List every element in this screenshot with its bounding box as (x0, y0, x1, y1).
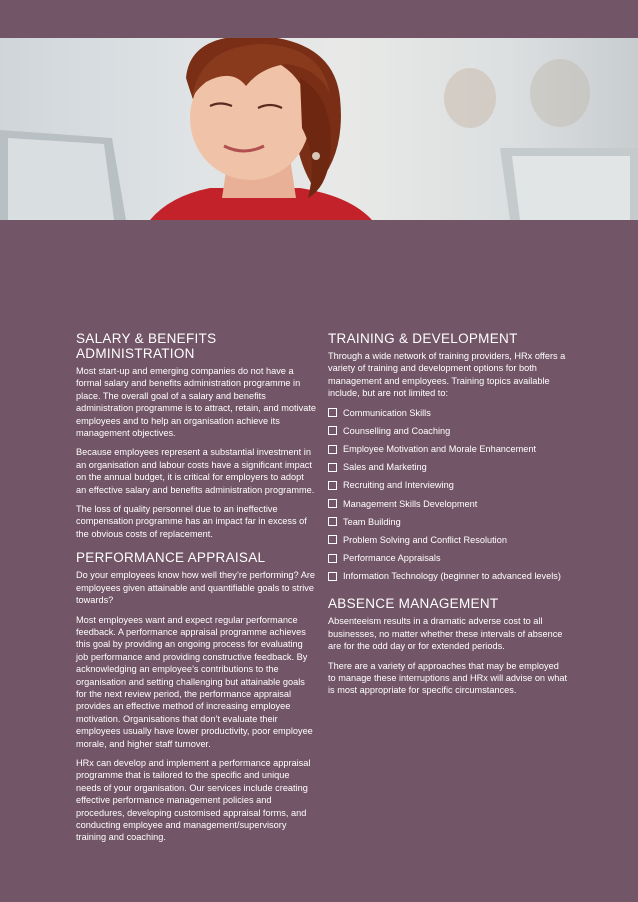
list-item (328, 443, 568, 455)
list-item (328, 407, 568, 419)
list-item-label: Performance Appraisals (343, 553, 441, 564)
woman-smiling-office-photo (0, 38, 638, 220)
checkbox-bullet-icon (328, 408, 337, 417)
right-column (328, 331, 568, 704)
performance-heading: PERFORMANCE APPRAISAL (76, 550, 266, 566)
list-item-label: Employee Motivation and Morale Enhancement (343, 444, 537, 454)
checkbox-bullet-icon (328, 481, 337, 490)
salary-paragraph: The loss of quality personnel due to an ineffective compensation programme has an impact far in excess of the obvious costs of replacement. (76, 504, 307, 539)
list-item-label: Recruiting and Interviewing (343, 480, 454, 491)
list-item-label: Sales and Marketing (343, 462, 427, 473)
list-item-label: Management Skills Development (343, 498, 478, 509)
checkbox-bullet-icon (328, 463, 337, 472)
list-item-label: Communication Skills (343, 407, 431, 418)
list-item (328, 534, 568, 546)
list-item (328, 479, 568, 491)
performance-paragraph: Do your employees know how well they’re performing? Are employees given attainable and quantifiable goals to strive towards? (76, 570, 315, 606)
performance-section (76, 550, 316, 844)
checkbox-bullet-icon (328, 554, 337, 563)
absence-paragraph: Absenteeism results in a dramatic adverse cost to all businesses, no matter whether these intervals of absence are for the odd day or for extended periods. (328, 616, 563, 652)
list-item (328, 498, 568, 510)
list-item (328, 461, 568, 473)
absence-paragraph: There are a variety of approaches that may be employed to manage these interruptions and HRx will advise on what is most appropriate for specific circumstances. (328, 660, 568, 696)
salary-paragraph: Because employees represent a substantial investment in an organisation and labour costs have a significant impact on the annual budget, it is critical for employers to adopt an effective salary and benefits administration programme. (76, 447, 315, 495)
list-item (328, 516, 568, 528)
list-item (328, 570, 568, 582)
salary-section (76, 331, 316, 540)
list-item (328, 552, 568, 564)
hero-photo (0, 38, 638, 220)
list-item-label: Information Technology (beginner to advanced levels) (343, 571, 561, 582)
absence-heading: ABSENCE MANAGEMENT (328, 596, 499, 612)
list-item (328, 425, 568, 437)
training-section (328, 331, 568, 582)
training-heading: TRAINING & DEVELOPMENT (328, 331, 518, 346)
checkbox-bullet-icon (328, 535, 337, 544)
checkbox-bullet-icon (328, 572, 337, 581)
checkbox-bullet-icon (328, 445, 337, 454)
list-item-label: Counselling and Coaching (343, 425, 451, 436)
checkbox-bullet-icon (328, 499, 337, 508)
salary-heading: SALARY & BENEFITS ADMINISTRATION (76, 331, 217, 361)
performance-paragraph: HRx can develop and implement a performance appraisal programme that is tailored to the specific and unique needs of your organisation. Our services include creating effective performance management policies and procedures, developing customised appraisal forms, and conducting employee and management/supervisory training and coaching. (76, 757, 311, 843)
list-item-label: Problem Solving and Conflict Resolution (343, 534, 507, 545)
training-list (328, 407, 568, 583)
list-item-label: Team Building (343, 516, 401, 527)
absence-section (328, 596, 568, 696)
checkbox-bullet-icon (328, 517, 337, 526)
checkbox-bullet-icon (328, 426, 337, 435)
performance-paragraph: Most employees want and expect regular performance feedback. A performance appraisal programme achieves this goal by providing an ongoing process for evaluating job performance and providing constructive feedback. By acknowledging an employee’s contributions to the organisation and setting challenging but attainable goals for the next review period, the performance appraisal provides an effective method of increasing employee motivation. Organisations that don’t evaluate their employees usually have lower productivity, poor employee morale, and higher staff turnover. (76, 614, 313, 749)
salary-paragraph: Most start-up and emerging companies do not have a formal salary and benefits administration programme in place. The overall goal of a salary and benefits administration programme is to attract, retain, and motivate employees and to help an organisation achieve its management objectives. (76, 366, 317, 439)
training-intro: Through a wide network of training providers, HRx offers a variety of training and development options for both management and employees. Training topics available include, but are not limited to: (328, 351, 566, 399)
left-column (76, 331, 316, 851)
